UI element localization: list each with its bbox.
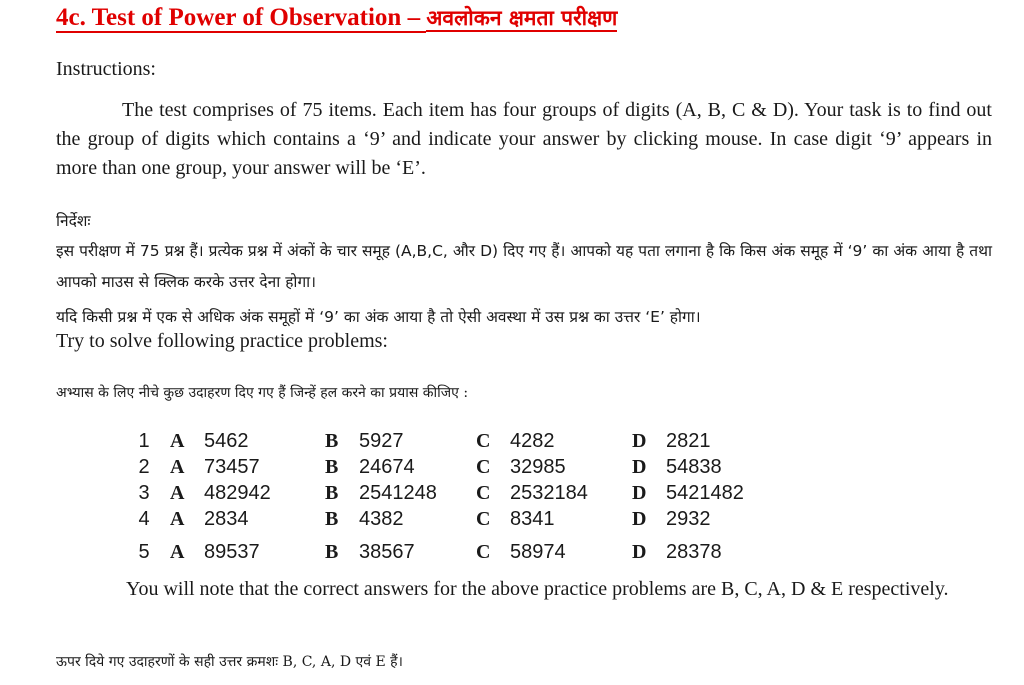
table-row <box>118 428 776 454</box>
option-letter-d: D <box>632 481 647 504</box>
instructions-label: Instructions: <box>56 58 156 80</box>
option-d-value: 28378 <box>666 540 722 563</box>
option-d-value: 5421482 <box>666 481 744 504</box>
instructions-english: The test comprises of 75 items. Each item has four groups of digits (A, B, C & D). Your task is to find out the group of digits which contains a ‘9’ and indicate your answer by clicking mouse. In case digit ‘9’ appears in more than one group, your answer will be ‘E’. <box>56 99 992 179</box>
option-a-value: 2834 <box>204 507 249 530</box>
option-a-value: 73457 <box>204 455 260 478</box>
option-letter-c: C <box>476 540 491 563</box>
option-letter-d: D <box>632 540 647 563</box>
answer-note-english: You will note that the correct answers for the above practice problems are B, C, A, D & E respectively. <box>126 578 949 600</box>
option-b-value: 24674 <box>359 455 415 478</box>
option-letter-c: C <box>476 481 491 504</box>
option-letter-a: A <box>170 481 185 504</box>
table-row <box>118 506 776 532</box>
option-a-value: 482942 <box>204 481 271 504</box>
practice-prompt-english: Try to solve following practice problems: <box>56 330 388 352</box>
option-c-value: 4282 <box>510 429 555 452</box>
option-letter-a: A <box>170 429 185 452</box>
item-number: 1 <box>138 429 150 452</box>
instructions-hindi-heading: निर्देशः <box>56 212 91 230</box>
title-english: 4c. Test of Power of Observation – <box>56 4 427 31</box>
option-letter-c: C <box>476 455 491 478</box>
option-letter-a: A <box>170 540 185 563</box>
option-letter-d: D <box>632 507 647 530</box>
practice-items-table <box>118 428 776 568</box>
option-letter-c: C <box>476 507 491 530</box>
option-d-value: 2821 <box>666 429 711 452</box>
option-c-value: 58974 <box>510 540 566 563</box>
table-row <box>118 454 776 480</box>
item-number: 4 <box>138 507 150 530</box>
option-letter-d: D <box>632 429 647 452</box>
option-a-value: 5462 <box>204 429 249 452</box>
instructions-hindi-para2: यदि किसी प्रश्न में एक से अधिक अंक समूहों में ‘9’ का अंक आया है तो ऐसी अवस्था में उस प्रश्न का उत्तर ‘E’ होगा। <box>56 308 701 326</box>
title-hindi: अवलोकन क्षमता परीक्षण <box>426 6 618 30</box>
option-letter-a: A <box>170 507 185 530</box>
option-a-value: 89537 <box>204 540 260 563</box>
option-c-value: 8341 <box>510 507 555 530</box>
option-letter-d: D <box>632 455 647 478</box>
option-d-value: 2932 <box>666 507 711 530</box>
option-b-value: 38567 <box>359 540 415 563</box>
option-d-value: 54838 <box>666 455 722 478</box>
option-letter-b: B <box>325 540 339 563</box>
table-row <box>118 480 776 506</box>
page-title <box>56 4 617 32</box>
option-letter-c: C <box>476 429 491 452</box>
option-letter-b: B <box>325 429 339 452</box>
item-number: 2 <box>138 455 150 478</box>
option-letter-b: B <box>325 481 339 504</box>
option-b-value: 4382 <box>359 507 404 530</box>
option-c-value: 32985 <box>510 455 566 478</box>
option-c-value: 2532184 <box>510 481 588 504</box>
item-number: 5 <box>138 540 150 563</box>
practice-prompt-hindi: अभ्यास के लिए नीचे कुछ उदाहरण दिए गए हैं जिन्हें हल करने का प्रयास कीजिए : <box>56 385 469 401</box>
instructions-hindi-para1: इस परीक्षण में 75 प्रश्न हैं। प्रत्येक प्रश्न में अंकों के चार समूह (A,B,C, और D) दिए गए हैं। आपको यह पता लगाना है कि किस अंक समूह में ‘9’ का अंक आया है तथा आपको माउस से क्लिक करके उत्तर देना होगा। <box>56 242 992 291</box>
option-letter-b: B <box>325 507 339 530</box>
option-b-value: 2541248 <box>359 481 437 504</box>
answer-note-hindi: ऊपर दिये गए उदाहरणों के सही उत्तर क्रमशः B, C, A, D एवं E हैं। <box>56 654 403 670</box>
option-letter-a: A <box>170 455 185 478</box>
table-row <box>118 532 776 568</box>
option-letter-b: B <box>325 455 339 478</box>
option-b-value: 5927 <box>359 429 404 452</box>
item-number: 3 <box>138 481 150 504</box>
